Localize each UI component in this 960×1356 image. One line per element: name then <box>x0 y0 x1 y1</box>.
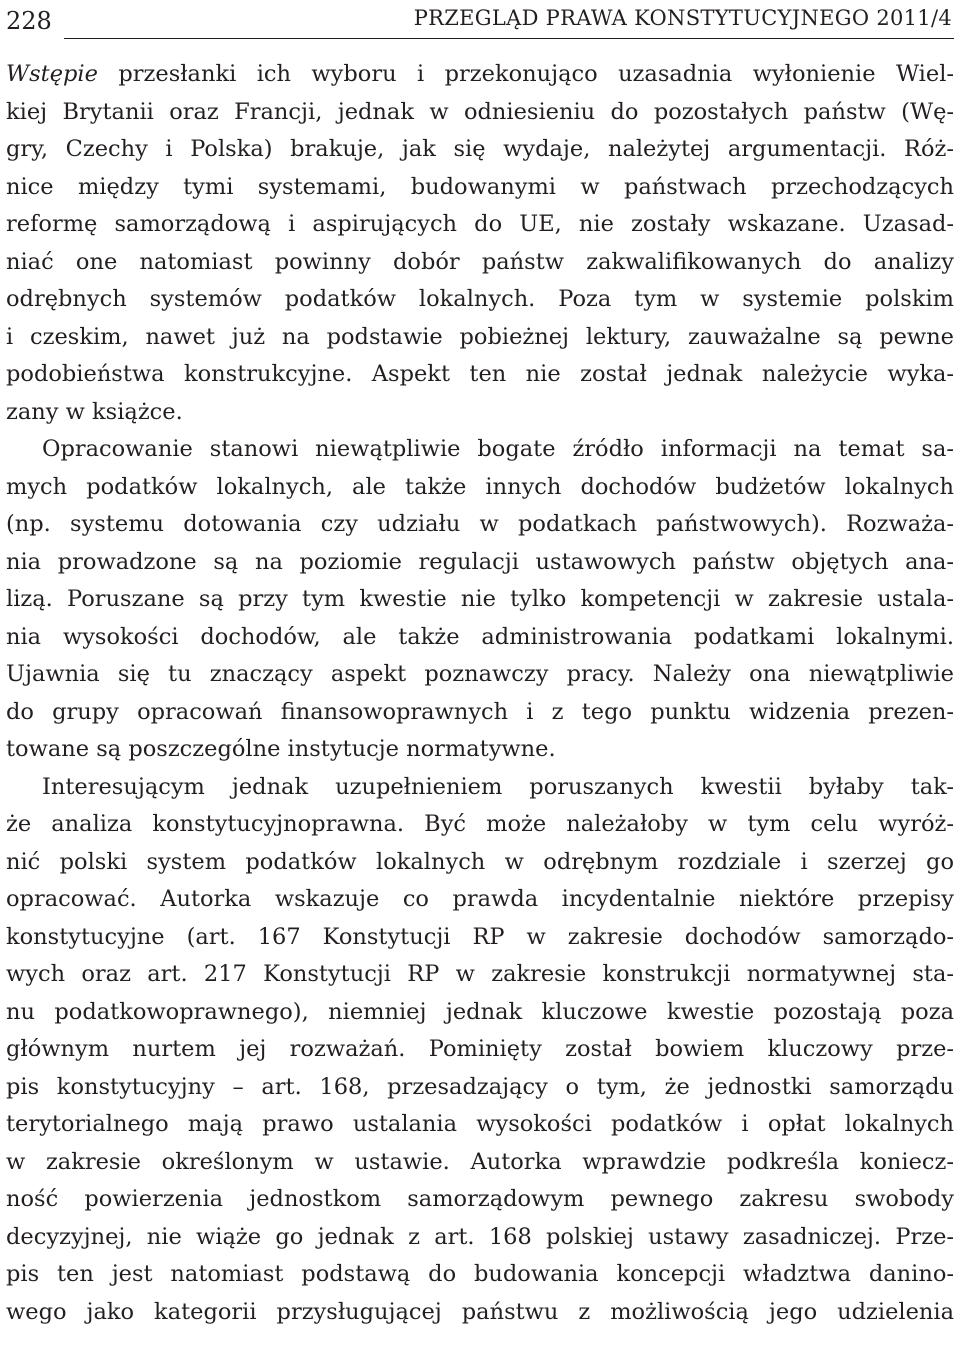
text-line: głównym nurtem jej rozważań. Pominięty został bowiem kluczowy prze- <box>6 1036 954 1062</box>
text-line: reformę samorządową i aspirujących do UE, nie zostały wskazane. Uzasad- <box>6 211 954 237</box>
text-line: lizą. Poruszane są przy tym kwestie nie tylko kompetencji w zakresie ustala- <box>6 586 954 612</box>
text-line: niać one natomiast powinny dobór państw zakwalifikowanych do analizy <box>6 248 954 275</box>
text-line: konstytucyjne (art. 167 Konstytucji RP w zakresie dochodów samorządo- <box>6 923 954 950</box>
text-line: pis konstytucyjny – art. 168, przesadzający o tym, że jednostki samorządu <box>6 1073 954 1100</box>
text-line: nia prowadzone są na poziomie regulacji ustawowych państw objętych ana- <box>6 548 954 575</box>
text-line: Ujawnia się tu znaczący aspekt poznawczy pracy. Należy ona niewątpliwie <box>6 661 954 687</box>
page-header <box>0 0 960 44</box>
text-line: zany w książce. <box>6 398 183 425</box>
text-line: gry, Czechy i Polska) brakuje, jak się wydaje, należytej argumentacji. Róż- <box>6 136 954 162</box>
body-text <box>6 56 954 1331</box>
italic-term: Wstępie <box>6 61 98 87</box>
text-line: pis ten jest natomiast podstawą do budowania koncepcji władztwa danino- <box>6 1261 954 1287</box>
text-line: i czeskim, nawet już na podstawie pobieżnej lektury, zauważalne są pewne <box>6 323 954 350</box>
running-title: PRZEGLĄD PRAWA KONSTYTUCYJNEGO 2011/4 <box>413 6 952 30</box>
text-line: opracować. Autorka wskazuje co prawda incydentalnie niektóre przepisy <box>6 886 954 912</box>
text-line: terytorialnego mają prawo ustalania wysokości podatków i opłat lokalnych <box>6 1111 954 1137</box>
text-line: podobieństwa konstrukcyjne. Aspekt ten nie został jednak należycie wyka- <box>6 361 954 387</box>
header-rule <box>64 38 954 39</box>
text-line: decyzyjnej, nie wiąże go jednak z art. 168 polskiej ustawy zasadniczej. Prze- <box>6 1223 954 1250</box>
text-line: nu podatkowoprawnego), niemniej jednak kluczowe kwestie pozostają poza <box>6 998 954 1025</box>
text-line: w zakresie określonym w ustawie. Autorka wprawdzie podkreśla koniecz- <box>6 1148 954 1175</box>
text-line: Opracowanie stanowi niewątpliwie bogate źródło informacji na temat sa- <box>42 436 954 462</box>
text-line: do grupy opracowań finansowoprawnych i z tego punktu widzenia prezen- <box>6 698 954 725</box>
text-line: Interesującym jednak uzupełnieniem poruszanych kwestii byłaby tak- <box>42 773 954 800</box>
text-line: kiej Brytanii oraz Francji, jednak w odniesieniu do pozostałych państw (Wę- <box>6 98 954 125</box>
text-line: (np. systemu dotowania czy udziału w podatkach państwowych). Rozważa- <box>6 511 954 537</box>
text-line: Wstępie przesłanki ich wyboru i przekonująco uzasadnia wyłonienie Wiel- <box>6 61 954 87</box>
page-number: 228 <box>6 7 52 35</box>
text-line: odrębnych systemów podatków lokalnych. Poza tym w systemie polskim <box>6 286 954 312</box>
text-line: wego jako kategorii przysługującej państwu z możliwością jego udzielenia <box>6 1298 954 1325</box>
text-line: nić polski system podatków lokalnych w odrębnym rozdziale i szerzej go <box>6 848 954 875</box>
text-line: towane są poszczególne instytucje normatywne. <box>6 736 556 762</box>
text-line: ność powierzenia jednostkom samorządowym pewnego zakresu swobody <box>6 1186 954 1212</box>
text-line: mych podatków lokalnych, ale także innych dochodów budżetów lokalnych <box>6 473 954 500</box>
text-line: wych oraz art. 217 Konstytucji RP w zakresie konstrukcji normatywnej sta- <box>6 961 954 987</box>
text-line: że analiza konstytucyjnoprawna. Być może należałoby w tym celu wyróż- <box>6 811 954 837</box>
text-line: nice między tymi systemami, budowanymi w państwach przechodzących <box>6 173 954 200</box>
text-line: nia wysokości dochodów, ale także administrowania podatkami lokalnymi. <box>6 623 954 650</box>
